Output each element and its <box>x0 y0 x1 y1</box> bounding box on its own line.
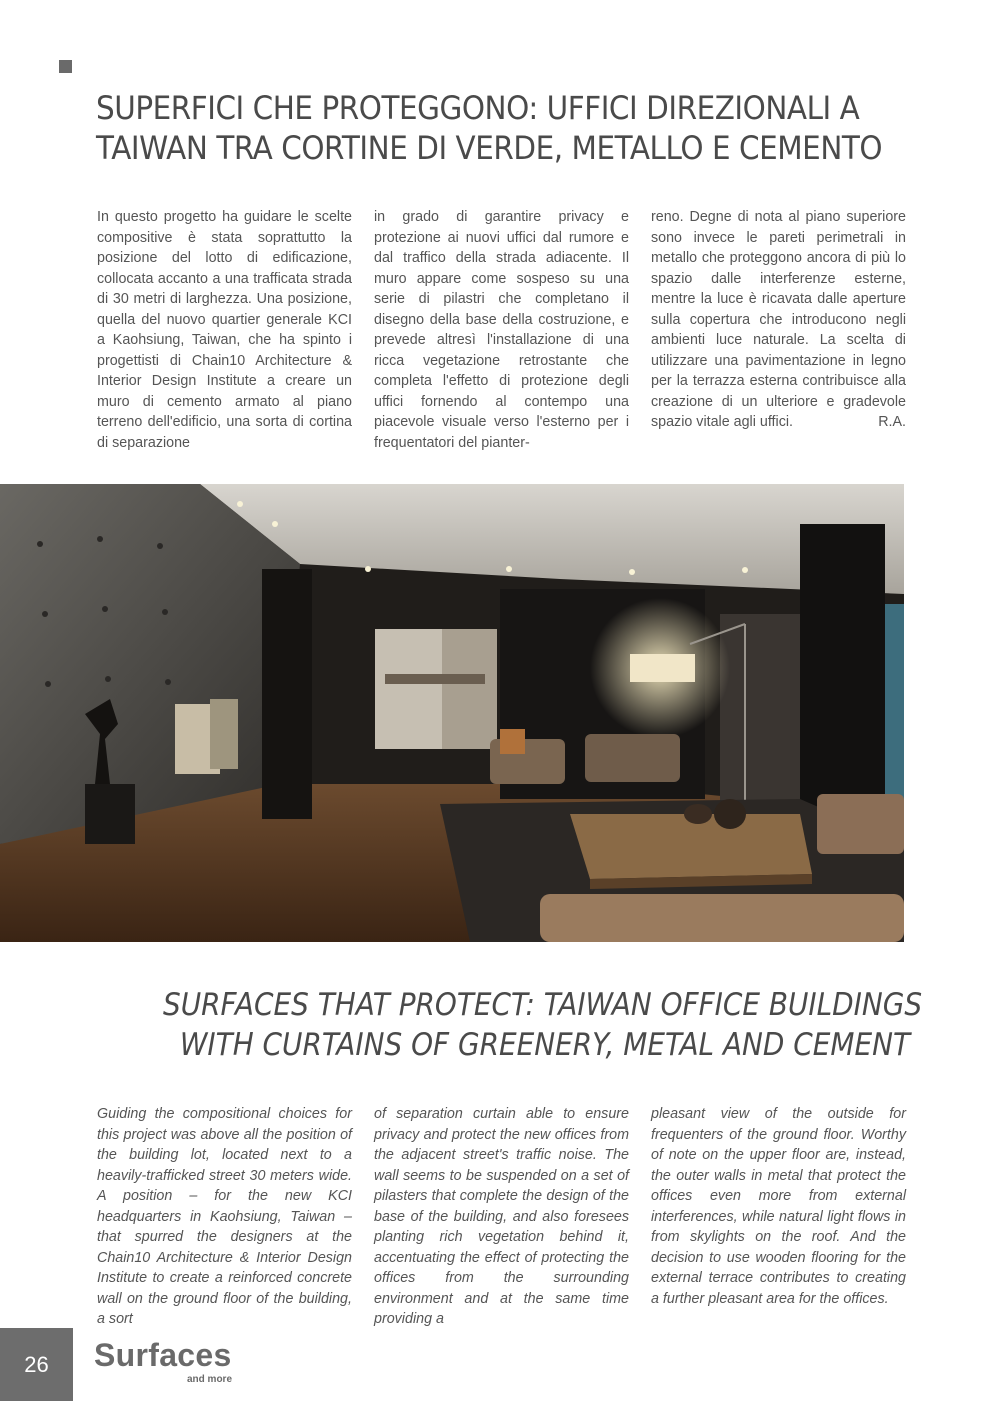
magazine-logo <box>94 1338 254 1390</box>
title-italian-line-1: SUPERFICI CHE PROTEGGONO: UFFICI DIREZIONALI A <box>96 89 860 127</box>
title-italian <box>96 88 883 168</box>
italian-body <box>97 207 907 453</box>
italian-column-3 <box>651 207 906 453</box>
title-english-line-1: SURFACES THAT PROTECT: TAIWAN OFFICE BUILDINGS <box>163 987 923 1023</box>
title-english-line-2: WITH CURTAINS OF GREENERY, METAL AND CEMENT <box>179 1027 910 1063</box>
interior-photo <box>0 484 904 942</box>
logo-subtitle: and more <box>187 1374 233 1385</box>
italian-column-1: In questo progetto ha guidare le scelte compositive è stata soprattutto la posizione del lotto di edificazione, collocata accanto a una trafficata strada di 30 metri di larghezza. Una posizione, quella del nuovo quartier generale KCI a Kaohsiung, Taiwan, che ha spinto i progettisti di Chain10 Architecture & Interior Design Institute a creare un muro di cemento armato al piano terreno dell'edificio, una sorta di cortina di separazione <box>97 209 352 451</box>
section-marker <box>59 60 72 73</box>
english-body <box>97 1104 907 1330</box>
italian-column-2: in grado di garantire privacy e protezione ai nuovi uffici dal rumore e dal traffico della strada adiacente. Il muro appare come sospeso su una serie di pilastri che completano il disegno della base della costruzione, e prevede altresì l'installazione di una ricca vegetazione retrostante che completa l'effetto di protezione degli uffici fornendo al contempo una piacevole visuale verso l'esterno per i frequentatori del pianter- <box>374 209 629 451</box>
italian-column-3-text: reno. Degne di nota al piano superiore sono invece le pareti perimetrali in metallo che proteggono ancora di più lo spazio dalle interferenze esterne, mentre la luce è ricavata dalle aperture sulla copertura che introducono negli ambienti luce naturale. La scelta di utilizzare una pavimentazione in legno per la terrazza esterna contribuisce alla creazione di un ulteriore e gradevole spazio vitale agli uffici. <box>651 209 906 430</box>
page-number: 26 <box>0 1328 73 1401</box>
title-english <box>80 985 923 1065</box>
english-column-2: of separation curtain able to ensure privacy and protect the new offices from the adjacent street's traffic noise. The wall seems to be suspended on a set of pilasters that complete the design of the base of the building, and also foresees planting rich vegetation behind it, accentuating the effect of protecting the offices from the surrounding environment and at the same time providing a <box>374 1106 629 1327</box>
logo-name: Surfaces <box>94 1337 232 1373</box>
english-column-3: pleasant view of the outside for frequenters of the ground floor. Worthy of note on the upper floor are, instead, the outer walls in metal that protect the offices even more from external interferences, while natural light flows in from skylights on the roof. And the decision to use wooden flooring for the external terrace contributes to creating a further pleasant area for the offices. <box>651 1106 906 1307</box>
english-column-1: Guiding the compositional choices for this project was above all the position of the building lot, located next to a heavily-trafficked street 30 meters wide. A position – for the new KCI headquarters in Kaohsiung, Taiwan – that spurred the designers at the Chain10 Architecture & Interior Design Institute to create a reinforced concrete wall on the ground floor of the building, a sort <box>97 1106 352 1327</box>
title-italian-line-2: TAIWAN TRA CORTINE DI VERDE, METALLO E CEMENTO <box>96 129 883 167</box>
author-signature: R.A. <box>878 414 906 430</box>
